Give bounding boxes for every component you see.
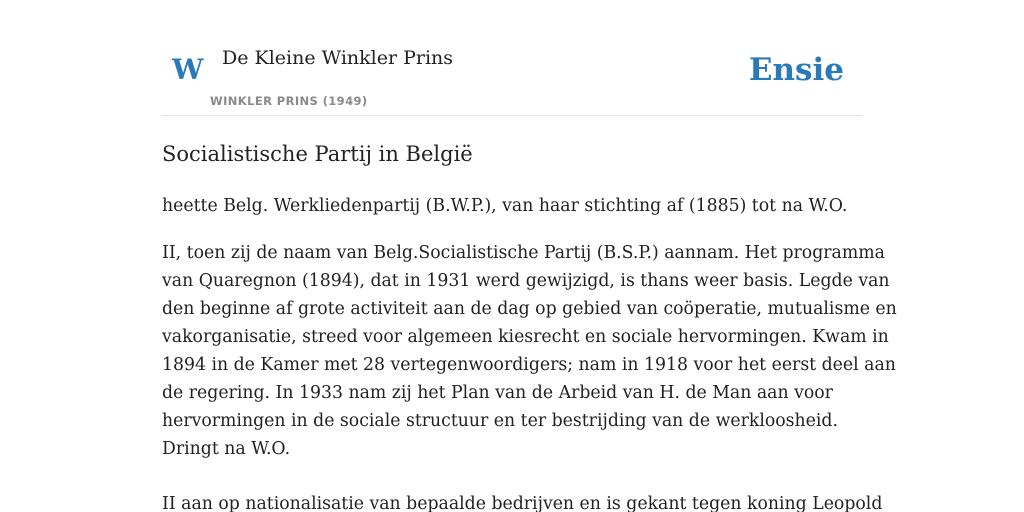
winkler-prins-logo[interactable]: W bbox=[172, 53, 204, 86]
article-paragraph bbox=[162, 239, 897, 463]
source-subtitle: WINKLER PRINS (1949) bbox=[210, 94, 368, 108]
paragraph-line: II, toen zij de naam van Belg.Socialistische Partij (B.S.P.) aannam. Het programma bbox=[162, 243, 885, 263]
source-title-link[interactable]: De Kleine Winkler Prins bbox=[222, 47, 454, 69]
paragraph-line: de regering. In 1933 nam zij het Plan van de Arbeid van H. de Man aan voor bbox=[162, 383, 833, 403]
source-header bbox=[162, 0, 862, 116]
paragraph-line: vakorganisatie, streed voor algemeen kiesrecht en sociale hervormingen. Kwam in bbox=[162, 327, 889, 347]
paragraph-line: den beginne af grote activiteit aan de dag op gebied van coöperatie, mutualisme en bbox=[162, 299, 897, 319]
paragraph-line: hervormingen in de sociale structuur en ter bestrijding van de werkloosheid. bbox=[162, 411, 838, 431]
paragraph-line: II aan op nationalisatie van bepaalde bedrijven en is gekant tegen koning Leopold bbox=[162, 494, 883, 512]
paragraph-line: van Quaregnon (1894), dat in 1931 werd gewijzigd, is thans weer basis. Legde van bbox=[162, 271, 890, 291]
article bbox=[162, 136, 897, 512]
article-paragraph bbox=[162, 192, 866, 220]
article-title: Socialistische Partij in België bbox=[162, 142, 473, 166]
article-paragraph bbox=[162, 490, 883, 512]
paragraph-line: Dringt na W.O. bbox=[162, 439, 291, 459]
paragraph-line: 1894 in de Kamer met 28 vertegenwoordigers; nam in 1918 voor het eerst deel aan bbox=[162, 355, 896, 375]
paragraph-line: heette Belg. Werkliedenpartij (B.W.P.), van haar stichting af (1885) tot na W.O. bbox=[162, 196, 848, 216]
ensie-logo[interactable]: Ensie bbox=[748, 52, 844, 88]
